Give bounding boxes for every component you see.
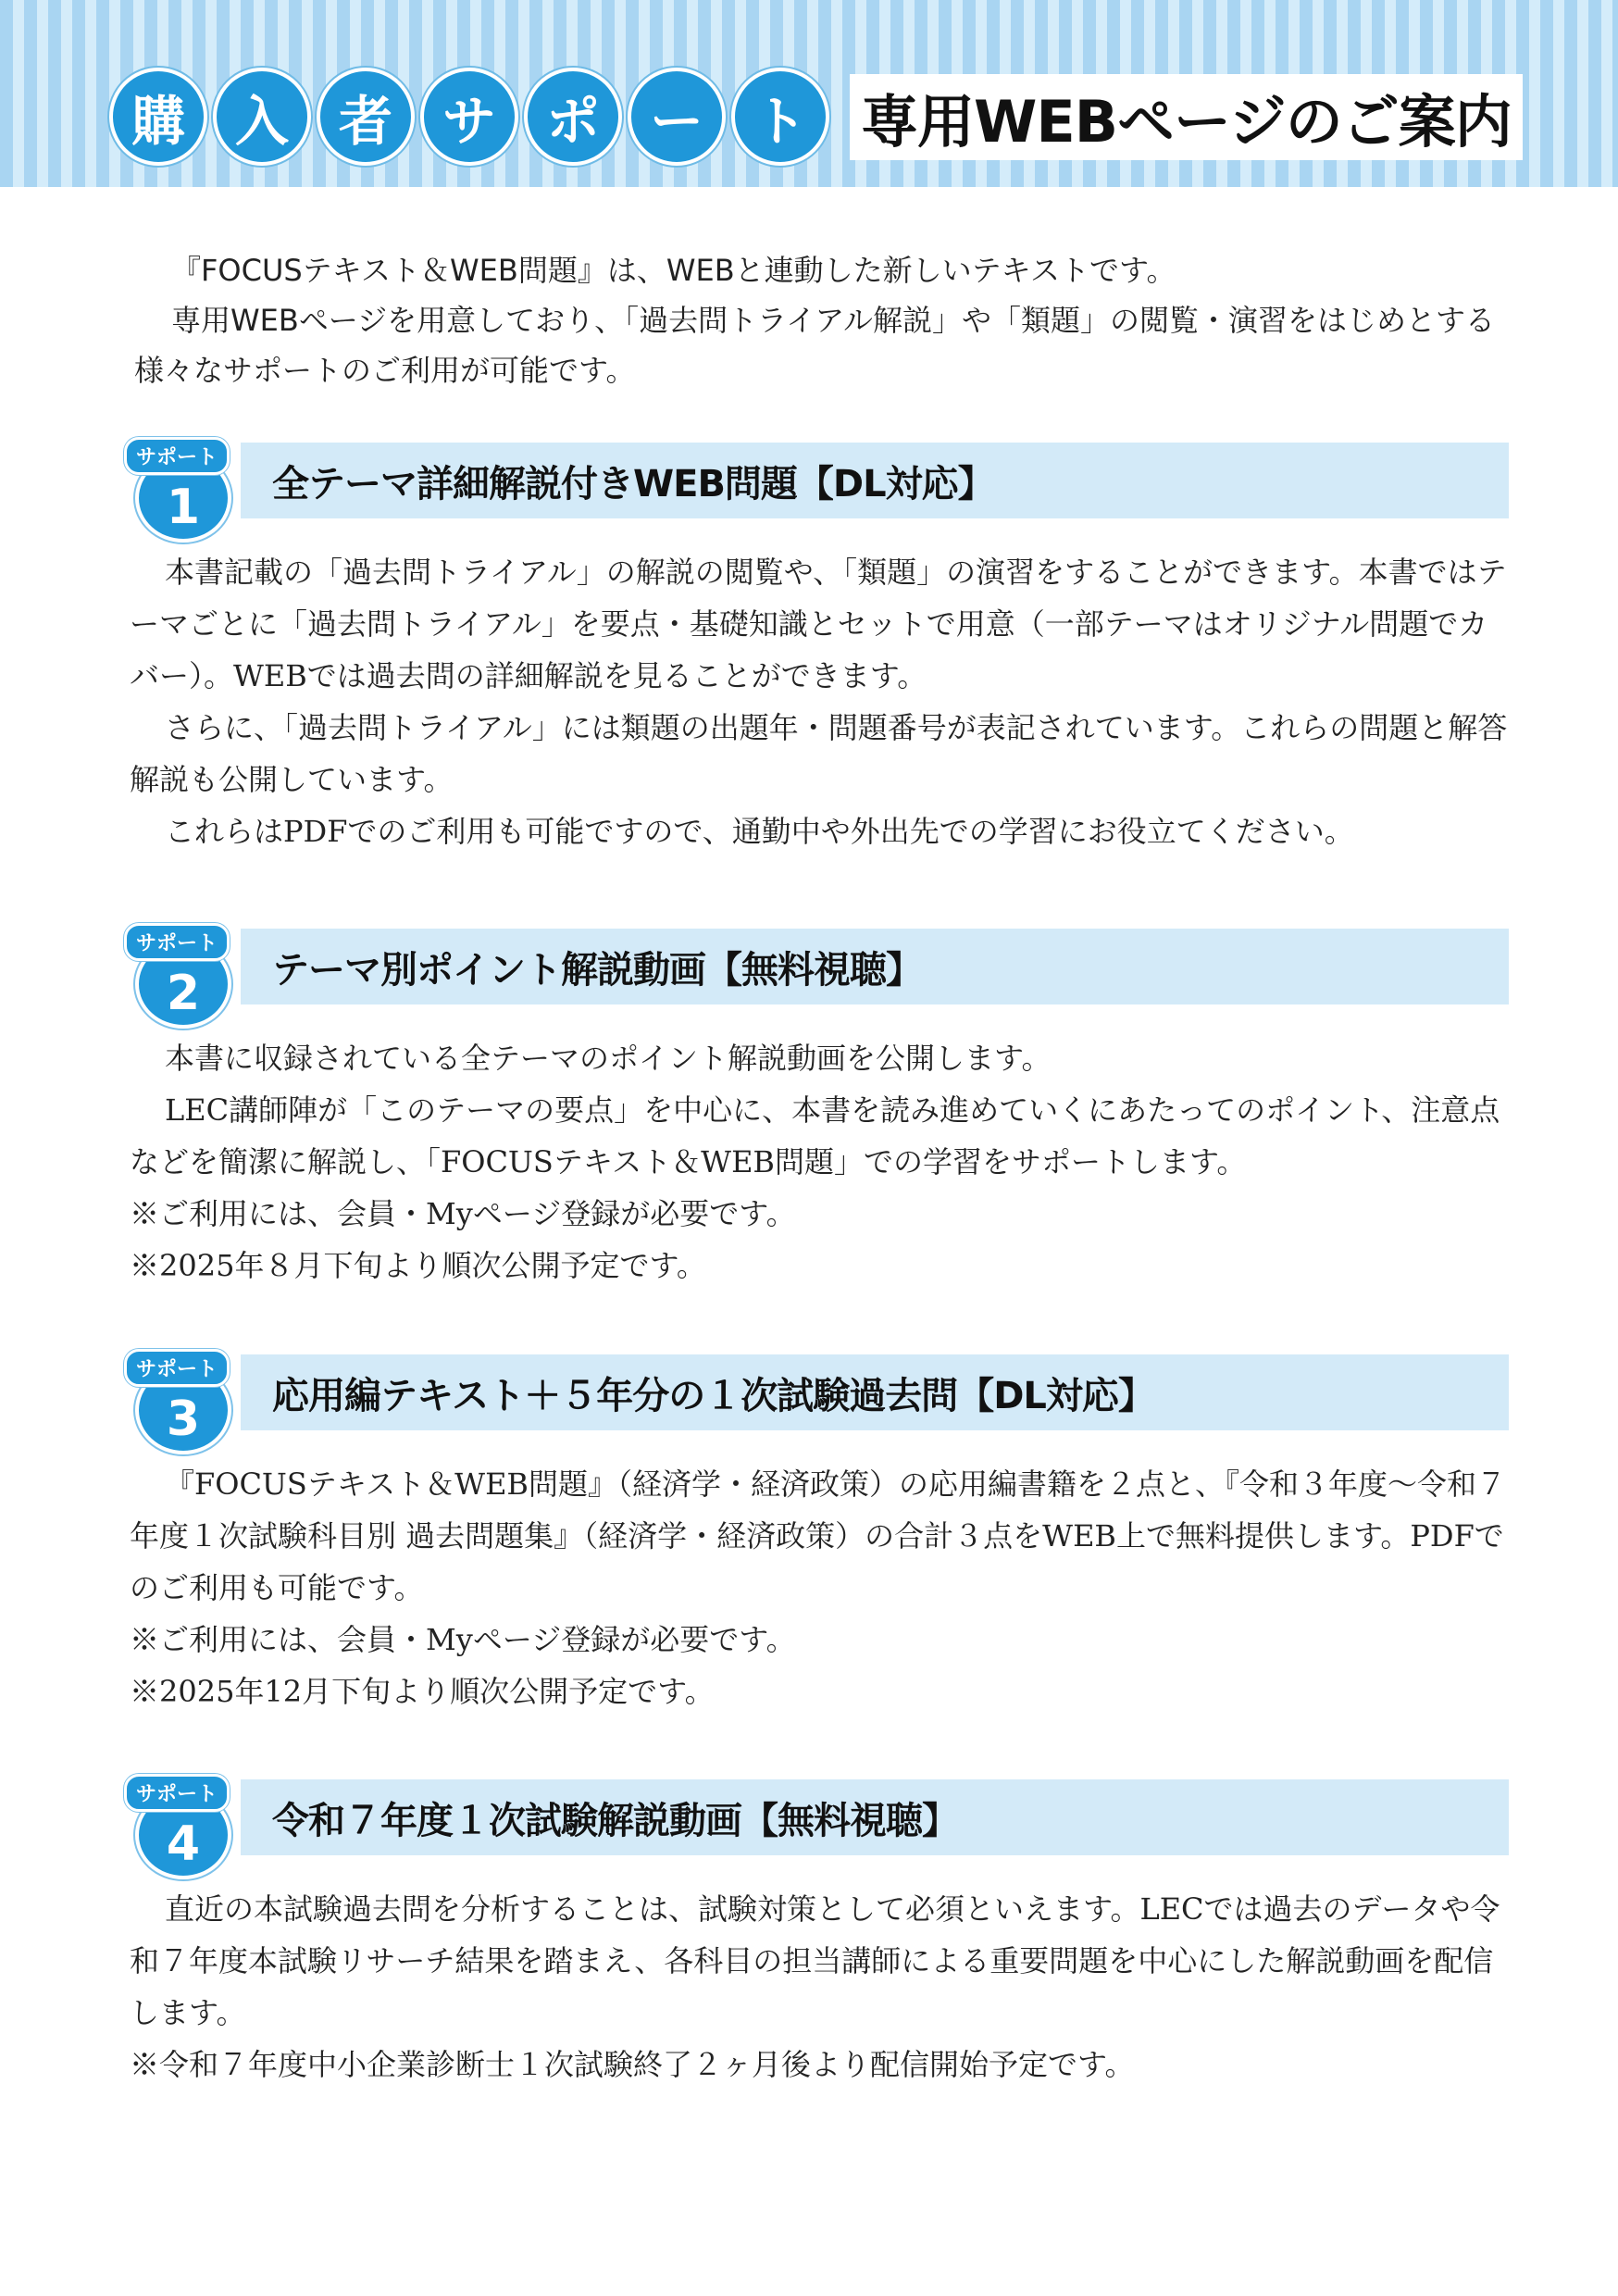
section-title-band bbox=[241, 443, 1509, 518]
section-note: ※ご利用には、会員・Myページ登録が必要です。 bbox=[130, 1622, 796, 1657]
section-note: ※令和７年度中小企業診断士１次試験終了２ヶ月後より配信開始予定です。 bbox=[130, 2047, 1135, 2082]
support-section-1 bbox=[130, 443, 1509, 857]
title-char-circle: 購 bbox=[109, 68, 207, 166]
section-title: テーマ別ポイント解説動画【無料視聴】 bbox=[272, 948, 922, 992]
support-badge-label: サポート bbox=[124, 1349, 230, 1387]
section-title-band bbox=[241, 1354, 1509, 1430]
section-title: 令和７年度１次試験解説動画【無料視聴】 bbox=[272, 1799, 958, 1842]
section-note: ※2025年12月下旬より順次公開予定です。 bbox=[130, 1674, 715, 1709]
support-section-3 bbox=[130, 1354, 1509, 1717]
intro-paragraph: 専用WEBページを用意しており、「過去問トライアル解説」や「類題」の閲覧・演習をはじめとする様々なサポートのご利用が可能です。 bbox=[134, 303, 1495, 388]
support-badge bbox=[130, 929, 239, 1030]
support-badge bbox=[130, 443, 239, 544]
support-badge-label: サポート bbox=[124, 437, 230, 475]
section-title-band bbox=[241, 1779, 1509, 1855]
intro-paragraph: 『FOCUSテキスト＆WEB問題』は、WEBと連動した新しいテキストです。 bbox=[171, 253, 1176, 288]
support-badge bbox=[130, 1354, 239, 1456]
section-paragraph: 『FOCUSテキスト＆WEB問題』（経済学・経済政策）の応用編書籍を２点と、『令和３年度～令和７年度１次試験科目別 過去問題集』（経済学・経済政策）の合計３点をWEB上で無料提供します。PDFでのご利用も可能です。 bbox=[130, 1466, 1506, 1605]
section-paragraph: 本書に収録されている全テーマのポイント解説動画を公開します。 bbox=[165, 1041, 1052, 1076]
section-note: ※ご利用には、会員・Myページ登録が必要です。 bbox=[130, 1196, 796, 1231]
title-char-circle: サ bbox=[420, 68, 518, 166]
title-char-circle: 者 bbox=[317, 68, 415, 166]
title-char-circle: ポ bbox=[524, 68, 622, 166]
title-char-circle: ー bbox=[628, 68, 726, 166]
support-badge-number: 2 bbox=[135, 940, 231, 1029]
section-body bbox=[130, 1032, 1509, 1292]
support-section-4 bbox=[130, 1779, 1509, 2090]
support-badge-number: 4 bbox=[135, 1791, 231, 1879]
page-title-rest: 専用WEBページのご案内 bbox=[850, 74, 1523, 160]
section-paragraph: さらに、「過去問トライアル」には類題の出題年・問題番号が表記されています。これらの問題と解答解説も公開しています。 bbox=[130, 710, 1508, 797]
support-badge-label: サポート bbox=[124, 923, 230, 961]
page-title bbox=[109, 65, 1523, 168]
section-title: 応用編テキスト＋５年分の１次試験過去問【DL対応】 bbox=[272, 1374, 1154, 1417]
section-paragraph: LEC講師陣が「このテーマの要点」を中心に、本書を読み進めていくにあたってのポイント、注意点などを簡潔に解説し、「FOCUSテキスト＆WEB問題」での学習をサポートします。 bbox=[130, 1092, 1500, 1179]
support-section-2 bbox=[130, 929, 1509, 1292]
support-badge-number: 3 bbox=[135, 1366, 231, 1454]
section-note: ※2025年８月下旬より順次公開予定です。 bbox=[130, 1248, 706, 1283]
section-header bbox=[130, 1779, 1509, 1872]
section-body bbox=[130, 546, 1509, 857]
support-badge bbox=[130, 1779, 239, 1881]
section-header bbox=[130, 929, 1509, 1021]
section-paragraph: 直近の本試験過去問を分析することは、試験対策として必須といえます。LECでは過去のデータや令和７年度本試験リサーチ結果を踏まえ、各科目の担当講師による重要問題を中心にした解説動画を配信します。 bbox=[130, 1891, 1500, 2030]
title-char-circle: 入 bbox=[213, 68, 311, 166]
section-paragraph: これらはPDFでのご利用も可能ですので、通勤中や外出先での学習にお役立てください。 bbox=[165, 814, 1354, 849]
section-body bbox=[130, 1883, 1509, 2090]
section-title-band bbox=[241, 929, 1509, 1004]
section-header bbox=[130, 1354, 1509, 1447]
title-char-circle: ト bbox=[731, 68, 829, 166]
section-paragraph: 本書記載の「過去問トライアル」の解説の閲覧や、「類題」の演習をすることができます。本書ではテーマごとに「過去問トライアル」を要点・基礎知識とセットで用意（一部テーマはオリジナル問題でカバー）。WEBでは過去問の詳細解説を見ることができます。 bbox=[130, 555, 1507, 693]
support-badge-number: 1 bbox=[135, 454, 231, 543]
section-header bbox=[130, 443, 1509, 535]
support-badge-label: サポート bbox=[124, 1774, 230, 1812]
intro-text bbox=[134, 245, 1513, 395]
section-body bbox=[130, 1458, 1509, 1717]
section-title: 全テーマ詳細解説付きWEB問題【DL対応】 bbox=[272, 462, 994, 505]
